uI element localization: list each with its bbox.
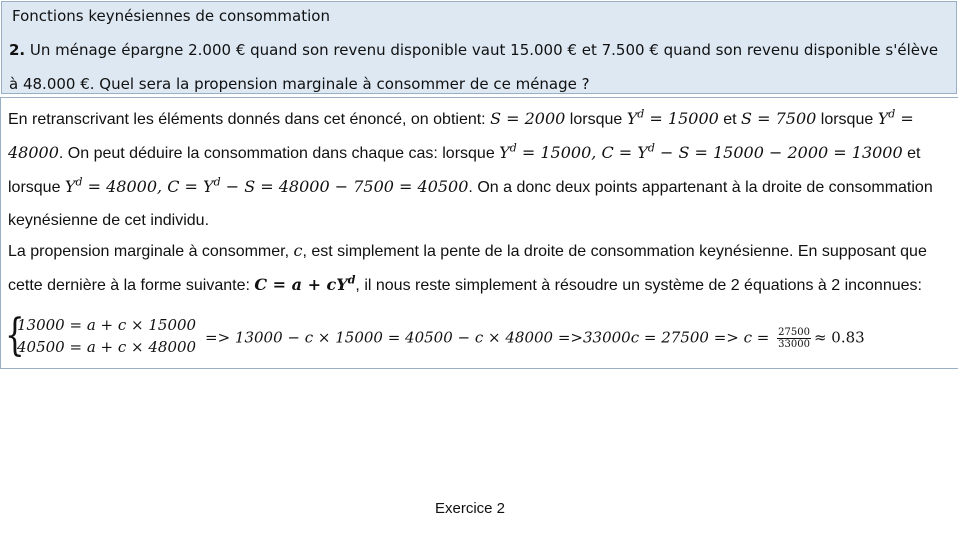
question-box bbox=[1, 1, 957, 94]
text-span: et lorsque bbox=[8, 145, 921, 196]
text-span: La propension marginale à consommer, bbox=[8, 243, 294, 260]
math-y1: $Y^d = 15000$ bbox=[626, 107, 719, 128]
text-span: , est simplement la pente de la droite de consommation keynésienne. En supposant que cette dernière à la forme suivante: bbox=[8, 243, 927, 294]
text-span: lorsque bbox=[565, 111, 627, 128]
math-y2: $Y^d = 48000$ bbox=[8, 107, 914, 162]
math-s1: S = 2000 bbox=[490, 109, 566, 128]
text-span: . On peut déduire la consommation dans chaque cas: lorsque bbox=[58, 145, 500, 162]
fraction bbox=[777, 327, 811, 350]
answer-box bbox=[0, 97, 958, 369]
math-c1: $C = Y^d - S = 15000 - 2000 = 13000$ bbox=[601, 141, 903, 162]
brace-symbol: { bbox=[5, 310, 25, 361]
equation-1: 13000 = a + c × 15000 bbox=[17, 316, 197, 334]
math-s2: S = 7500 bbox=[741, 109, 817, 128]
fraction-denominator: 33000 bbox=[778, 339, 810, 350]
math-c: c bbox=[293, 241, 303, 260]
fraction-numerator: 27500 bbox=[778, 327, 810, 338]
text-span: et bbox=[718, 111, 742, 128]
question-body: Un ménage épargne 2.000 € quand son revenu disponible vaut 15.000 € et 7.500 € quand son revenu disponible s'élève à 48.000 €. Quel sera la propension marginale à consommer de ce ménage ? bbox=[9, 41, 939, 93]
math-c2: $C = Y^d - S = 48000 - 7500 = 40500$ bbox=[167, 175, 469, 196]
solution-result: ≈ 0.83 bbox=[813, 328, 865, 347]
equation-2: 40500 = a + c × 48000 bbox=[17, 338, 197, 356]
math-formula: $C = a + cY^d$ bbox=[254, 273, 356, 294]
solution-text: => 13000 − c × 15000 = 40500 − c × 48000 =>33000c = 27500 => c = bbox=[205, 328, 775, 347]
text-span: En retranscrivant les éléments donnés dans cet énoncé, on obtient: bbox=[8, 111, 491, 128]
math-y4: $Y^d = 48000$, bbox=[64, 175, 168, 196]
math-y3: $Y^d = 15000$, bbox=[499, 141, 602, 162]
text-span: , il nous reste simplement à résoudre un système de 2 équations à 2 inconnues: bbox=[355, 277, 922, 294]
answer-paragraph-1 bbox=[8, 102, 953, 237]
text-span: . On a donc deux points appartenant à la droite de consommation keynésienne de cet individu. bbox=[8, 179, 933, 229]
text-span: lorsque bbox=[816, 111, 878, 128]
equation-system bbox=[5, 310, 955, 362]
solution-chain bbox=[205, 327, 865, 350]
exercise-label: Exercice 2 bbox=[434, 500, 506, 517]
page-title: Fonctions keynésiennes de consommation bbox=[12, 7, 330, 25]
answer-paragraph-2 bbox=[8, 234, 953, 302]
question-text bbox=[9, 33, 949, 101]
question-number: 2. bbox=[9, 41, 26, 59]
